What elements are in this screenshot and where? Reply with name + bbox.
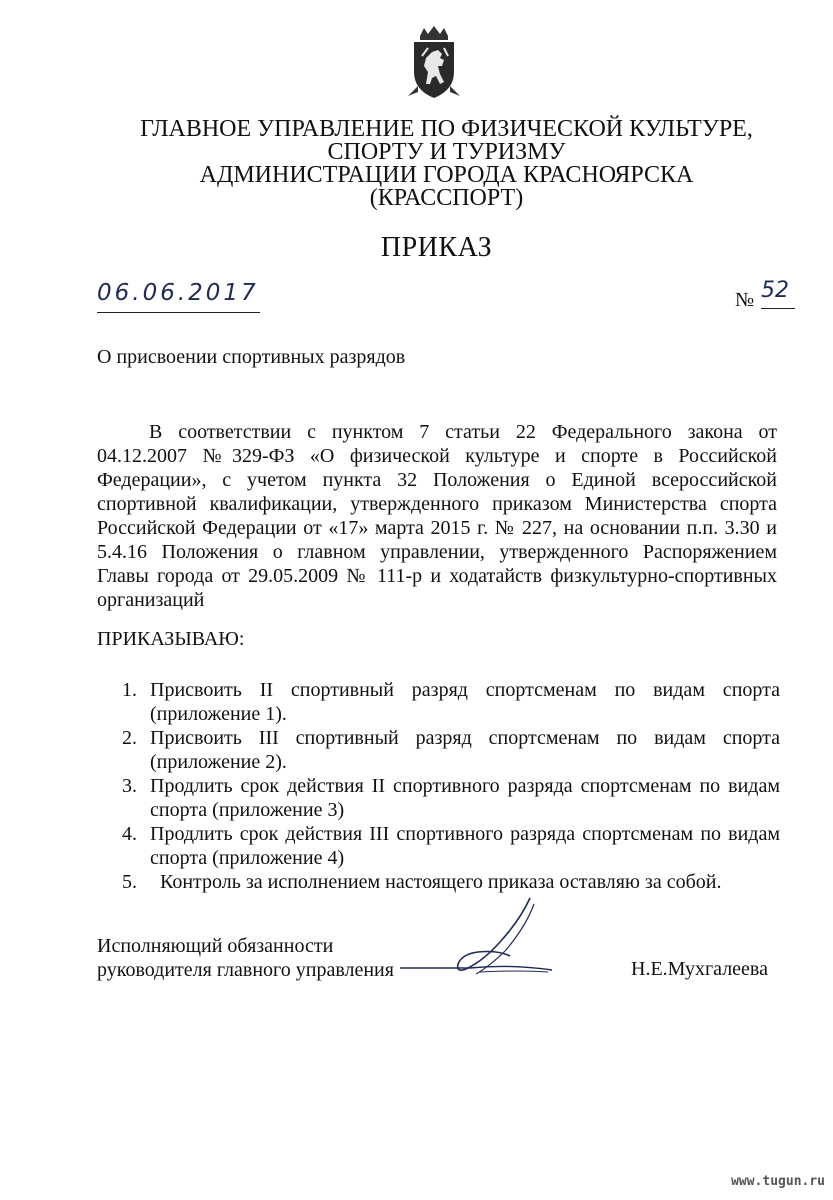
signatory-title-line: руководителя главного управления <box>97 959 394 981</box>
handwritten-signature-icon <box>380 890 570 986</box>
document-type: ПРИКАЗ <box>380 232 493 263</box>
list-item <box>120 822 780 870</box>
item-text-line: Присвоить III спортивный разряд спортсменам по видам спорта <box>150 727 780 749</box>
item-number: 1. <box>122 679 137 701</box>
document-date: 06.06.2017 <box>97 280 259 306</box>
signatory-name: Н.Е.Мухгалеева <box>631 958 768 980</box>
preamble-line: спортивной квалификации, утвержденного приказом Министерства спорта <box>97 493 777 515</box>
date-field <box>97 280 260 313</box>
org-line-4: (КРАССПОРТ) <box>369 185 524 211</box>
number-sign: № <box>735 289 755 311</box>
item-number: 4. <box>122 823 137 845</box>
item-number: 3. <box>122 775 137 797</box>
order-word: ПРИКАЗЫВАЮ: <box>97 628 245 650</box>
preamble-line: организаций <box>97 589 205 611</box>
org-line-1: ГЛАВНОЕ УПРАВЛЕНИЕ ПО ФИЗИЧЕСКОЙ КУЛЬТУРЕ, <box>140 116 753 142</box>
coat-of-arms-icon <box>404 26 464 102</box>
org-line-2: СПОРТУ И ТУРИЗМУ <box>327 139 566 165</box>
document-subject: О присвоении спортивных разрядов <box>97 346 406 368</box>
item-number: 2. <box>122 727 137 749</box>
item-text-line: Продлить срок действия III спортивного разряда спортсменам по видам <box>150 823 780 845</box>
watermark: www.tugun.ru <box>731 1174 825 1189</box>
item-text-line: (приложение 1). <box>150 703 287 725</box>
preamble-line: Федерации», с учетом пункта 32 Положения о Единой всероссийской <box>97 469 777 491</box>
item-text-line: Присвоить II спортивный разряд спортсменам по видам спорта <box>150 679 780 701</box>
number-field <box>735 280 795 312</box>
list-item <box>120 726 780 774</box>
item-text-line: спорта (приложение 3) <box>150 799 345 821</box>
list-item <box>120 678 780 726</box>
preamble-line: 04.12.2007 №329-ФЗ «О физической культуре и спорте в Российской <box>97 445 777 467</box>
item-text-line: спорта (приложение 4) <box>150 847 345 869</box>
item-text-line: Контроль за исполнением настоящего приказа оставляю за собой. <box>160 871 722 893</box>
preamble-line: Главы города от 29.05.2009 № 111-р и ходатайств физкультурно-спортивных <box>97 565 777 587</box>
preamble-line: В соответствии с пунктом 7 статьи 22 Федерального закона от <box>149 421 777 443</box>
preamble-paragraph <box>97 420 777 612</box>
order-items-list <box>120 678 780 894</box>
preamble-line: Российской Федерации от «17» марта 2015 г. № 227, на основании п.п. 3.30 и <box>97 517 777 539</box>
item-text-line: (приложение 2). <box>150 751 287 773</box>
list-item <box>120 774 780 822</box>
signatory-title <box>97 934 394 982</box>
org-line-3: АДМИНИСТРАЦИИ ГОРОДА КРАСНОЯРСКА <box>199 162 694 188</box>
item-number: 5. <box>122 871 137 893</box>
signatory-title-line: Исполняющий обязанности <box>97 935 334 957</box>
item-text-line: Продлить срок действия II спортивного разряда спортсменам по видам <box>150 775 780 797</box>
document-number: 52 <box>761 278 795 309</box>
preamble-line: 5.4.16 Положения о главном управлении, утвержденного Распоряжением <box>97 541 777 563</box>
organization-header <box>60 118 833 210</box>
